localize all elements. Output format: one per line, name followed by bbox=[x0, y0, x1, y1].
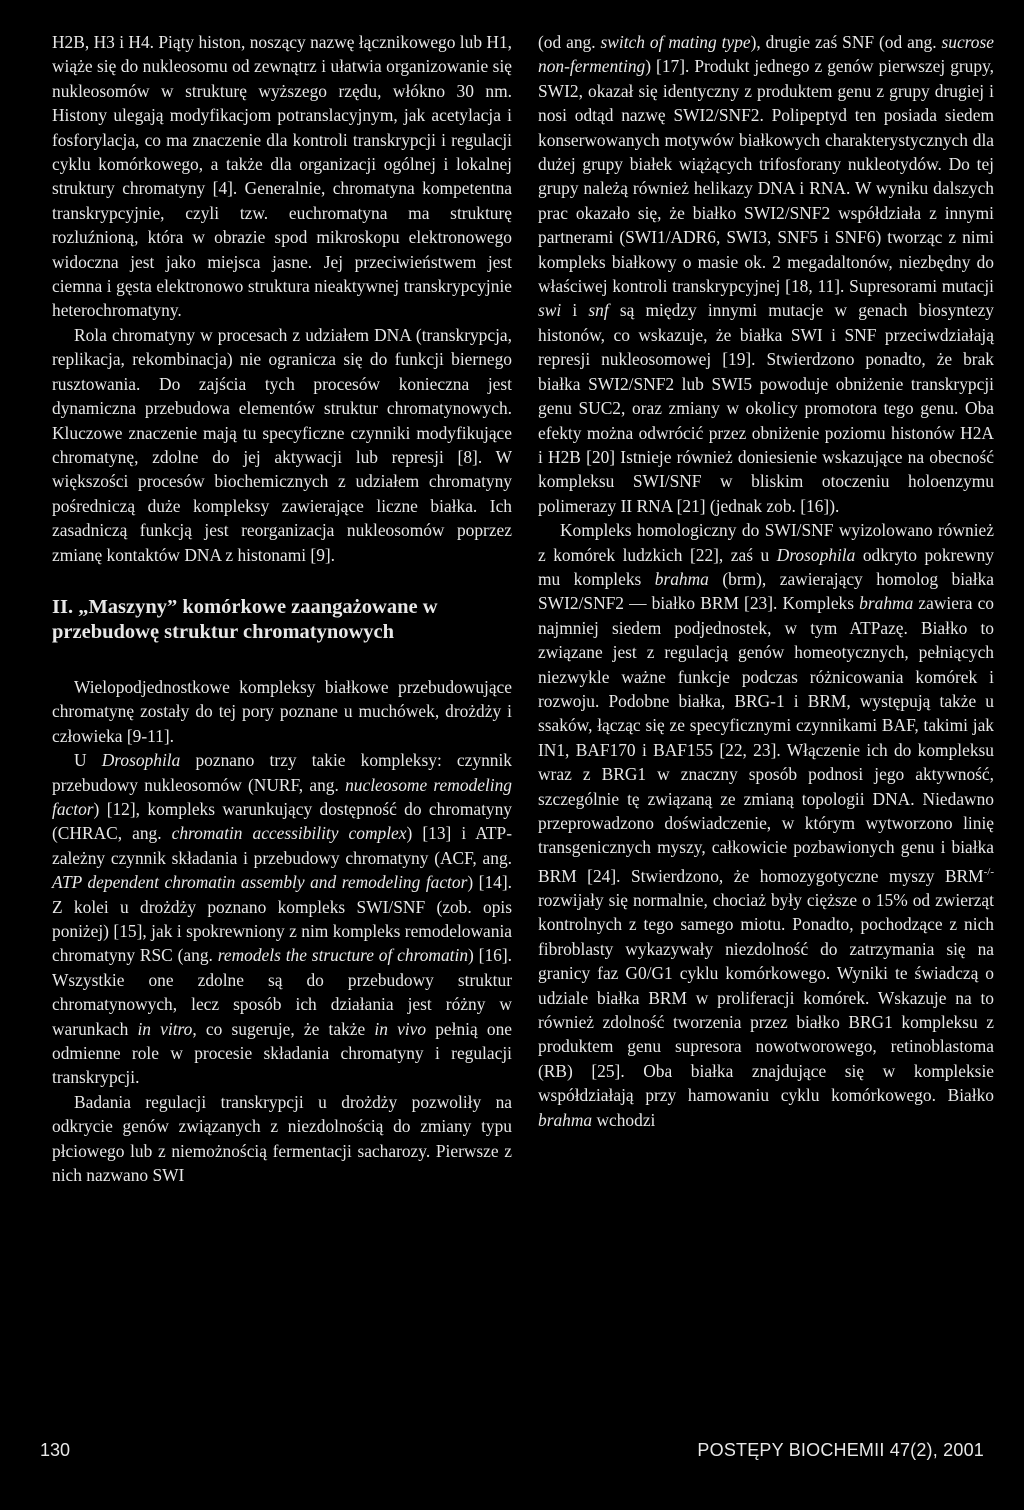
paragraph: U Drosophila poznano trzy takie kompleksy: czynnik przebudowy nukleosomów (NURF, ang. nucleosome remodeling factor) [12], kompleks warunkujący dostępność do chromatyny (CHRAC, ang. chromatin accessibility complex) [13] i ATP-zależny czynnik składania i przebudowy chromatyny (ACF, ang. ATP dependent chromatin assembly and remodeling factor) [14]. Z kolei u drożdży poznano kompleks SWI/SNF (zob. opis poniżej) [15], jak i spokrewniony z nim kompleks remodelowania chromatyny RSC (ang. remodels the structure of chromatin) [16]. Wszystkie one zdolne są do przebudowy struktur chromatynowych, lecz sposób ich działania jest różny w warunkach in vitro, co sugeruje, że także in vivo pełnią one odmienne role w procesie składania chromatyny i regulacji transkrypcji. bbox=[52, 750, 513, 1088]
paragraph: (od ang. switch of mating type), drugie zaś SNF (od ang. sucrose non-fermenting) [17]. Produkt jednego z genów pierwszej grupy, SWI2, okazał się identyczny z produktem genu z grupy drugiej i nosi odtąd nazwę SWI2/SNF2. Polipeptyd ten posiada siedem konserwowanych motywów białkowych charakterystycznych dla dużej grupy białek wiążących trifosforany nukleotydów. Do tej grupy należą również helikazy DNA i RNA. W wyniku dalszych prac okazało się, że białko SWI2/SNF2 współdziała z innymi partnerami (SWI1/ADR6, SWI3, SNF5 i SNF6) tworząc z nimi kompleks białkowy o masie ok. 2 megadaltonów, niezbędny do właściwej kontroli transkrypcyjnej [18, 11]. Supresorami mutacji swi i snf są między innymi mutacje w genach biosyntezy histonów, co wskazuje, że białka SWI i SNF przeciwdziałają represji nukleosomowej [19]. Stwierdzono ponadto, że brak białka SWI2/SNF2 lub SWI5 powoduje obniżenie transkrypcji genu SUC2, oraz zmiany w okolicy promotora tego genu. Oba efekty można odwrócić przez obniżenie poziomu histonów H2A i H2B [20] Istnieje również doniesienie wskazujące na obecność kompleksu SWI/SNF w bliskim otoczeniu holoenzymu polimerazy II RNA [21] (jednak zob. [16]). bbox=[538, 32, 994, 516]
paragraph: Rola chromatyny w procesach z udziałem DNA (transkrypcja, replikacja, rekombinacja) nie ogranicza się do funkcji biernego rusztowania. Do zajścia tych procesów konieczna jest dynamiczna przebudowa elementów struktur chromatynowych. Kluczowe znaczenie mają tu specyficzne czynniki modyfikujące chromatynę, zdolne do jej aktywacji lub represji [8]. W większości procesów biochemicznych z udziałem chromatyny pośredniczą duże kompleksy zawierające liczne białka. Ich zasadniczą funkcją jest reorganizacja nukleosomów poprzez zmianę kontaktów DNA z histonami [9]. bbox=[52, 324, 512, 565]
page-number: 130 bbox=[40, 1440, 71, 1460]
paragraph: H2B, H3 i H4. Piąty histon, noszący nazwę łącznikowego lub H1, wiąże się do nukleosomu od zewnątrz i ułatwia organizowanie się nukleosomów w strukturę wyższego rzędu, włókno 30 nm. Histony ulegają modyfikacjom potranslacyjnym, jak acetylacja i fosforylacja, co ma znaczenie dla kontroli transkrypcji i regulacji cyklu komórkowego, a także dla organizacji ogólnej i lokalnej struktury chromatyny [4]. Generalnie, chromatyna kompetentna transkrypcyjnie, czyli tzw. euchromatyna ma strukturę rozluźnioną, która w obrazie spod mikroskopu elektronowego widoczna jest jako miejsca jasne. Jej przeciwieństwem jest ciemna i gęsta elektronowo struktura nieaktywnej transkrypcyjnie heterochromatyny. bbox=[52, 32, 512, 321]
journal-footer: POSTĘPY BIOCHEMII 47(2), 2001 bbox=[697, 1440, 984, 1460]
paragraph: Kompleks homologiczny do SWI/SNF wyizolowano również z komórek ludzkich [22], zaś u Drosophila odkryto pokrewny mu kompleks brahma (brm), zawierający homolog białka SWI2/SNF2 — białko BRM [23]. Kompleks brahma zawiera co najmniej siedem podjednostek, w tym ATPazę. Białko to związane jest z regulacją genów homeotycznych, pełniących niezwykle ważne funkcje podczas różnicowania komórek i rozwoju. Podobne białka, BRG-1 i BRM, występują także u ssaków, łącząc się ze specyficznymi czynnikami BAF, takimi jak IN1, BAF170 i BAF155 [22, 23]. Włączenie ich do kompleksu wraz z BRG1 w znaczny sposób podnosi jego aktywność, szczególnie tę związaną ze zmianą topologii DNA. Niedawno przeprowadzono doświadczenie, w którym wytworzono linię transgenicznych myszy, całkowicie pozbawionych genu i białka BRM [24]. Stwierdzono, że homozygotyczne myszy BRM-/- rozwijały się normalnie, chociaż były cięższe o 15% od zwierząt kontrolnych z tego samego miotu. Ponadto, pochodzące z nich fibroblasty wykazywały niezdolność do zatrzymania się na granicy faz G0/G1 cyklu komórkowego. Wyniki te świadczą o udziale białka BRM w proliferacji komórek. Wskazuje na to również zdolność tworzenia przez białko BRG1 kompleksu z produktem genu supresora nowotworowego, retinoblastoma (RB) [25]. Oba białka znajdujące się w kompleksie współdziałają przy hamowaniu cyklu komórkowego. Białko brahma wchodzi bbox=[538, 520, 995, 1130]
right-column bbox=[538, 30, 994, 1132]
section-heading: II. „Maszyny” komórkowe zaangażowane w przebudowę struktur chromatynowych bbox=[52, 595, 438, 643]
paragraph: Wielopodjednostkowe kompleksy białkowe przebudowujące chromatynę zostały do tej pory poznane u muchówek, drożdży i człowieka [9-11]. bbox=[52, 676, 512, 746]
left-column bbox=[52, 30, 512, 1187]
paragraph: Badania regulacji transkrypcji u drożdży pozwoliły na odkrycie genów związanych z niezdolnością do zmiany typu płciowego lub z niemożnością fermentacji sacharozy. Pierwsze z nich nazwano SWI bbox=[52, 1091, 512, 1186]
